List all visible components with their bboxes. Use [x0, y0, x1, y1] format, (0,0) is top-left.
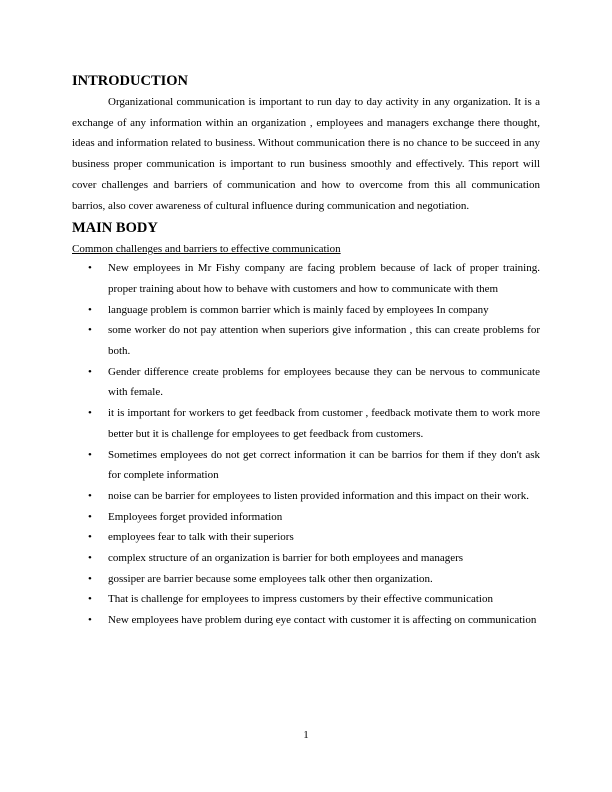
bullet-icon: • — [88, 324, 92, 337]
list-item-text: noise can be barrier for employees to listen provided information and this impact on their work. — [108, 489, 529, 502]
list-item — [72, 258, 540, 299]
list-item-text: That is challenge for employees to impress customers by their effective communication — [108, 593, 493, 606]
list-item-text: some worker do not pay attention when superiors give information , this can create problems for both. — [108, 324, 540, 358]
bullet-icon: • — [88, 303, 92, 316]
list-item — [72, 445, 540, 486]
bullet-icon: • — [88, 365, 92, 378]
bullet-icon: • — [88, 572, 92, 585]
document-page — [72, 72, 540, 631]
bullet-icon: • — [88, 593, 92, 606]
bullet-icon: • — [88, 614, 92, 627]
list-item-text: complex structure of an organization is barrier for both employees and managers — [108, 552, 464, 565]
list-item — [72, 507, 540, 528]
main-body-heading: MAIN BODY — [72, 220, 158, 237]
bullet-icon: • — [88, 407, 92, 420]
list-item — [72, 569, 540, 590]
list-item-text: it is important for workers to get feedback from customer , feedback motivate them to work more better but it is challenge for employees to get feedback from customers. — [108, 407, 540, 440]
list-item — [72, 589, 540, 610]
list-item — [72, 486, 540, 507]
bullet-icon: • — [88, 552, 92, 565]
list-item-text: Employees forget provided information — [108, 510, 283, 523]
introduction-heading: INTRODUCTION — [72, 73, 189, 89]
list-item-text: New employees in Mr Fishy company are facing problem because of lack of proper training. proper training about how to behave with customers and how to communicate with them — [108, 262, 540, 295]
list-item — [72, 320, 540, 361]
bullet-icon: • — [88, 448, 92, 461]
list-item-text: Sometimes employees do not get correct information it can be barrios for them if they don't ask for complete information — [108, 448, 540, 482]
barriers-list — [72, 258, 540, 631]
list-item-text: employees fear to talk with their superiors — [108, 531, 294, 544]
list-item-text: New employees have problem during eye contact with customer it is affecting on communication — [108, 614, 537, 627]
list-item — [72, 300, 540, 321]
list-item-text: Gender difference create problems for employees because they can be nervous to communicate with female. — [108, 365, 540, 399]
bullet-icon: • — [88, 531, 92, 544]
list-item-text: gossiper are barrier because some employees talk other then organization. — [108, 572, 433, 585]
list-item — [72, 610, 540, 631]
list-item-text: language problem is common barrier which is mainly faced by employees In company — [108, 303, 489, 316]
list-item — [72, 362, 540, 403]
list-item — [72, 548, 540, 569]
bullet-icon: • — [88, 262, 92, 275]
list-item — [72, 403, 540, 444]
introduction-paragraph: Organizational communication is important to run day to day activity in any organization. It is a exchange of any information within an organization , employees and managers exchange there thought, ideas and information related to business. Without communication there is no chance to be succeed in any business proper communication is important to run business smoothly and effectively. This report will cover challenges and barriers of communication and how to overcome from this all communication barrios, also cover awareness of cultural influence during communication and negotiation. — [72, 96, 540, 212]
page-number: 1 — [303, 729, 309, 741]
bullet-icon: • — [88, 510, 92, 523]
list-item — [72, 527, 540, 548]
bullet-icon: • — [88, 489, 92, 502]
barriers-subheading: Common challenges and barriers to effective communication — [72, 243, 341, 256]
